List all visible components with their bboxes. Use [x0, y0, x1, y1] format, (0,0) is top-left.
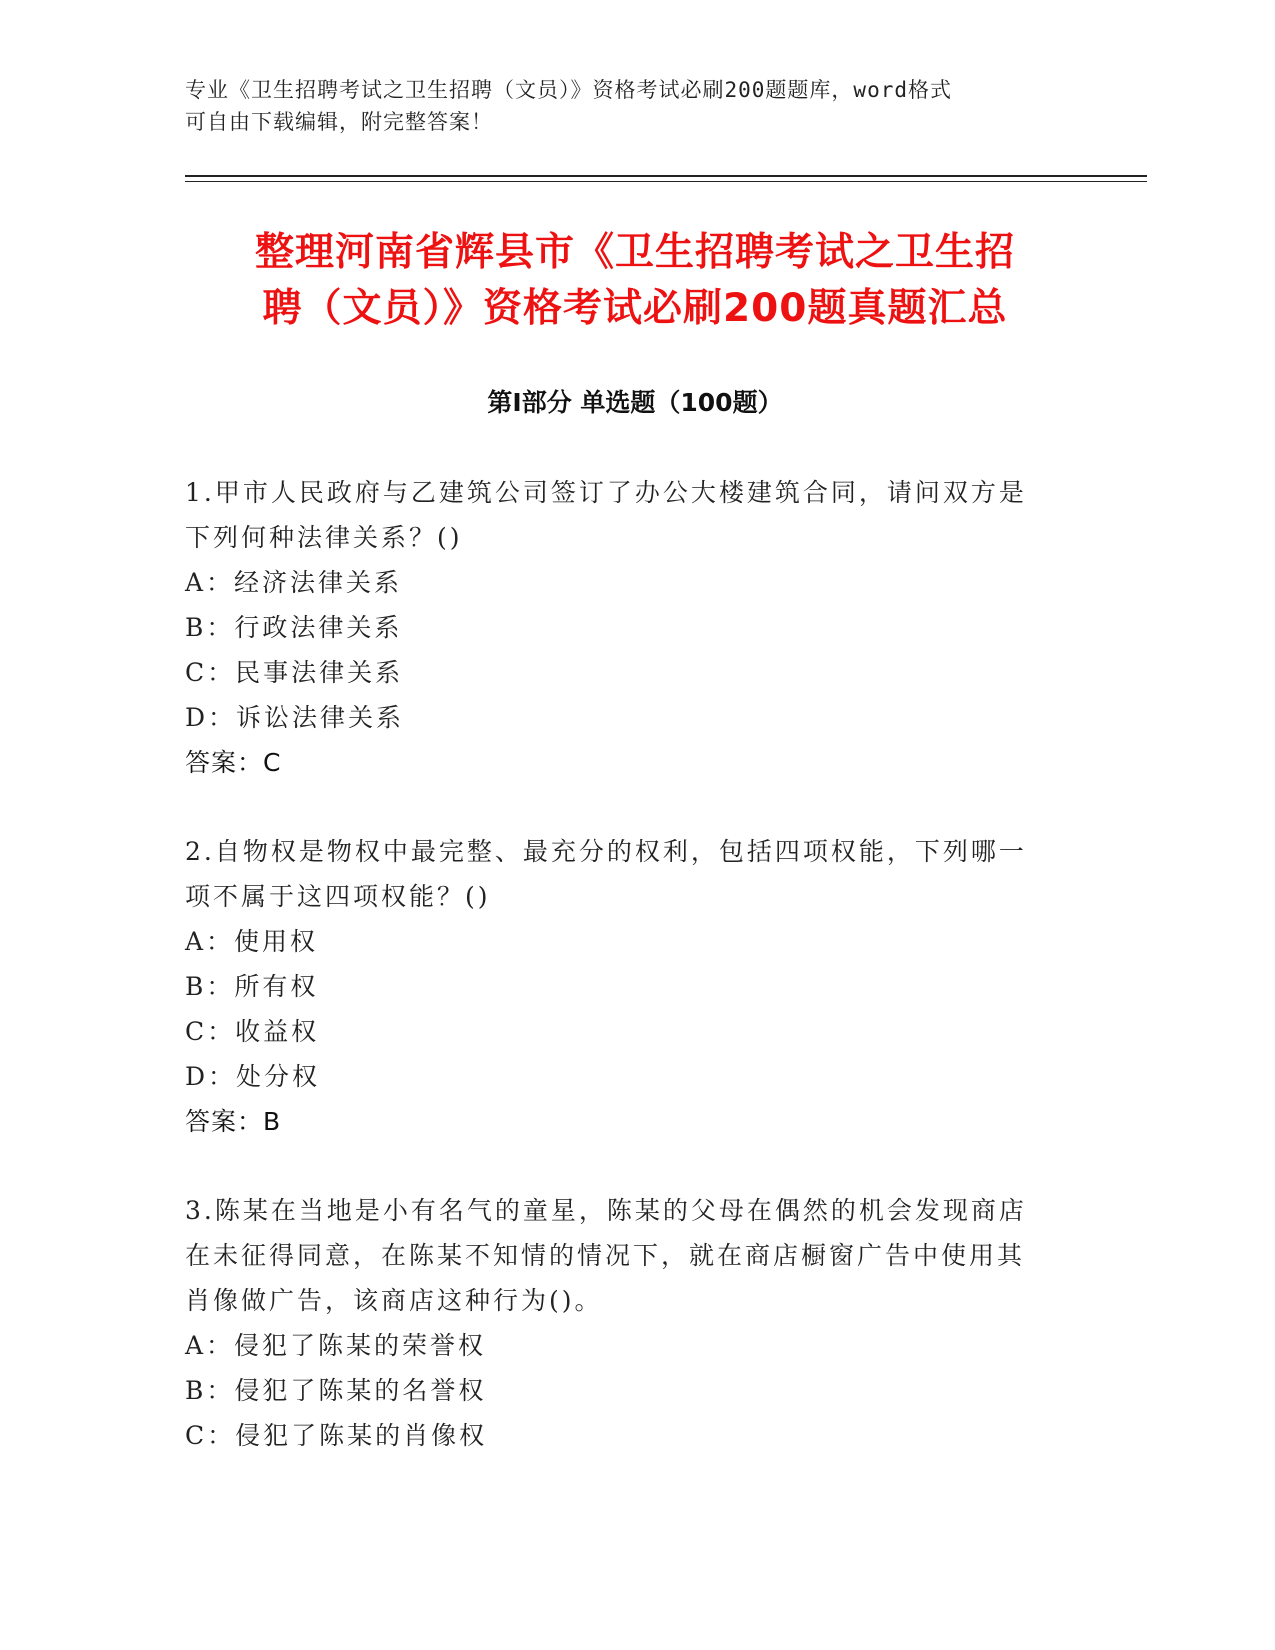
- section-heading: 第Ⅰ部分 单选题（100题）: [487, 388, 783, 417]
- question-stem-line: 肖像做广告，该商店这种行为()。: [185, 1286, 603, 1315]
- title-line-2: 聘（文员）》资格考试必刷200题真题汇总: [262, 286, 1008, 331]
- option-a: A：侵犯了陈某的荣誉权: [185, 1331, 487, 1360]
- question-3: [185, 1188, 1065, 1458]
- answer: 答案：C: [185, 748, 282, 777]
- option-a: A：经济法律关系: [185, 568, 403, 597]
- question-stem-line: 在未征得同意，在陈某不知情的情况下，就在商店橱窗广告中使用其: [185, 1241, 1026, 1270]
- header-divider-thick: [185, 175, 1147, 177]
- question-stem-line: 2.自物权是物权中最完整、最充分的权利，包括四项权能，下列哪一: [185, 837, 1027, 866]
- question-stem-line: 下列何种法律关系？(): [185, 523, 463, 552]
- option-c: C：民事法律关系: [185, 658, 404, 687]
- option-b: B：行政法律关系: [185, 613, 403, 642]
- option-d: D：诉讼法律关系: [185, 703, 405, 732]
- option-c: C：收益权: [185, 1017, 320, 1046]
- header-divider-thin: [185, 181, 1147, 182]
- header-line-1: 专业《卫生招聘考试之卫生招聘（文员）》资格考试必刷200题题库，word格式: [185, 78, 952, 102]
- document-header: [185, 74, 1065, 138]
- option-b: B：侵犯了陈某的名誉权: [185, 1376, 487, 1405]
- option-c: C：侵犯了陈某的肖像权: [185, 1421, 488, 1450]
- question-1: [185, 470, 1065, 785]
- option-d: D：处分权: [185, 1062, 321, 1091]
- header-line-2: 可自由下载编辑，附完整答案！: [185, 110, 493, 134]
- option-b: B：所有权: [185, 972, 319, 1001]
- title-line-1: 整理河南省辉县市《卫生招聘考试之卫生招: [254, 230, 1015, 275]
- document-title: [185, 225, 1085, 337]
- question-stem-line: 1.甲市人民政府与乙建筑公司签订了办公大楼建筑合同，请问双方是: [185, 478, 1027, 507]
- question-list: [185, 470, 1065, 1502]
- option-a: A：使用权: [185, 927, 319, 956]
- question-stem-line: 3.陈某在当地是小有名气的童星，陈某的父母在偶然的机会发现商店: [185, 1196, 1027, 1225]
- question-stem-line: 项不属于这四项权能？(): [185, 882, 491, 911]
- answer: 答案：B: [185, 1107, 282, 1136]
- question-2: [185, 829, 1065, 1144]
